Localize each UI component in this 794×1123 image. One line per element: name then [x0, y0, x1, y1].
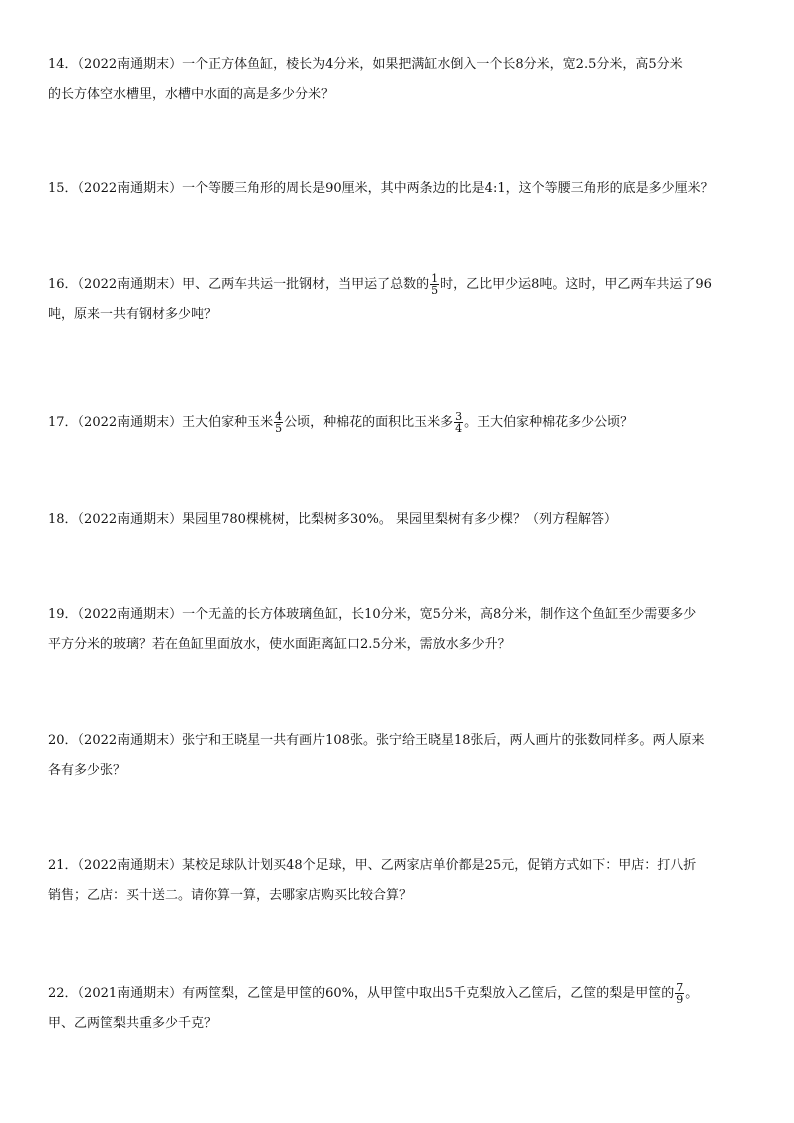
problem-21 — [48, 851, 754, 911]
fraction-denominator: 9 — [676, 993, 684, 1006]
problem-17-text-before-fraction: 17．（2022南通期末）王大伯家种玉米 — [48, 415, 274, 430]
problem-20-line-2: 各有多少张？ — [48, 763, 127, 778]
problem-17 — [48, 408, 754, 438]
problem-17-line-1 — [48, 408, 754, 438]
fraction-denominator: 5 — [275, 422, 283, 435]
problem-21-line-2: 销售；乙店：买十送二。请你算一算，去哪家店购买比较合算？ — [48, 888, 413, 903]
problem-16 — [48, 270, 754, 330]
problem-14-line-1: 14．（2022南通期末）一个正方体鱼缸，棱长为4分米，如果把满缸水倒入一个长8分米，宽2.5分米，高5分米 — [48, 57, 683, 72]
fraction-denominator: 4 — [455, 422, 463, 435]
problem-22-line-2: 甲、乙两筐梨共重多少千克？ — [48, 1016, 218, 1031]
problem-16-line-1 — [48, 270, 754, 300]
fraction-numerator: 3 — [455, 410, 463, 423]
problem-18 — [48, 505, 754, 535]
problem-20-line-1: 20．（2022南通期末）张宁和王晓星一共有画片108张。张宁给王晓星18张后，两人画片的张数同样多。两人原来 — [48, 733, 705, 748]
problem-19 — [48, 600, 754, 660]
fraction-numerator: 1 — [431, 272, 439, 285]
fraction-three-fourths — [454, 411, 463, 434]
fraction-four-fifths — [274, 411, 283, 434]
fraction-denominator: 5 — [431, 284, 439, 297]
problem-15-line-1: 15．（2022南通期末）一个等腰三角形的周长是90厘米，其中两条边的比是4:1，这个等腰三角形的底是多少厘米？ — [48, 181, 714, 196]
problem-17-text-after-fraction: 。王大伯家种棉花多少公顷？ — [464, 415, 634, 430]
fraction-seven-ninths — [675, 982, 684, 1005]
problem-16-text-after-fraction: 时，乙比甲少运8吨。这时，甲乙两车共运了96 — [440, 277, 712, 292]
problem-19-line-1: 19．（2022南通期末）一个无盖的长方体玻璃鱼缸，长10分米，宽5分米，高8分米，制作这个鱼缸至少需要多少 — [48, 607, 697, 622]
problem-19-line-2: 平方分米的玻璃？若在鱼缸里面放水，使水面距离缸口2.5分米，需放水多少升？ — [48, 637, 511, 652]
problem-16-text-before-fraction: 16．（2022南通期末）甲、乙两车共运一批钢材，当甲运了总数的 — [48, 277, 430, 292]
problem-21-line-1: 21．（2022南通期末）某校足球队计划买48个足球，甲、乙两家店单价都是25元，促销方式如下：甲店：打八折 — [48, 858, 697, 873]
problem-22 — [48, 979, 754, 1039]
problem-20 — [48, 726, 754, 786]
fraction-numerator: 4 — [275, 410, 283, 423]
problem-14-line-2: 的长方体空水槽里，水槽中水面的高是多少分米？ — [48, 87, 335, 102]
problem-22-text-before-fraction: 22．（2021南通期末）有两筐梨，乙筐是甲筐的60%，从甲筐中取出5千克梨放入乙筐后，乙筐的梨是甲筐的 — [48, 986, 675, 1001]
problem-22-line-1 — [48, 979, 754, 1009]
problem-16-line-2: 吨，原来一共有钢材多少吨？ — [48, 307, 218, 322]
problem-15 — [48, 174, 754, 204]
fraction-numerator: 7 — [676, 981, 684, 994]
problem-18-line-1: 18．（2022南通期末）果园里780棵桃树，比梨树多30%。 果园里梨树有多少棵？（列方程解答） — [48, 512, 617, 527]
problem-17-text-middle: 公顷，种棉花的面积比玉米多 — [284, 415, 454, 430]
problem-14 — [48, 50, 754, 110]
fraction-one-fifth — [430, 273, 439, 296]
problem-22-text-after-fraction: 。 — [685, 986, 699, 1001]
